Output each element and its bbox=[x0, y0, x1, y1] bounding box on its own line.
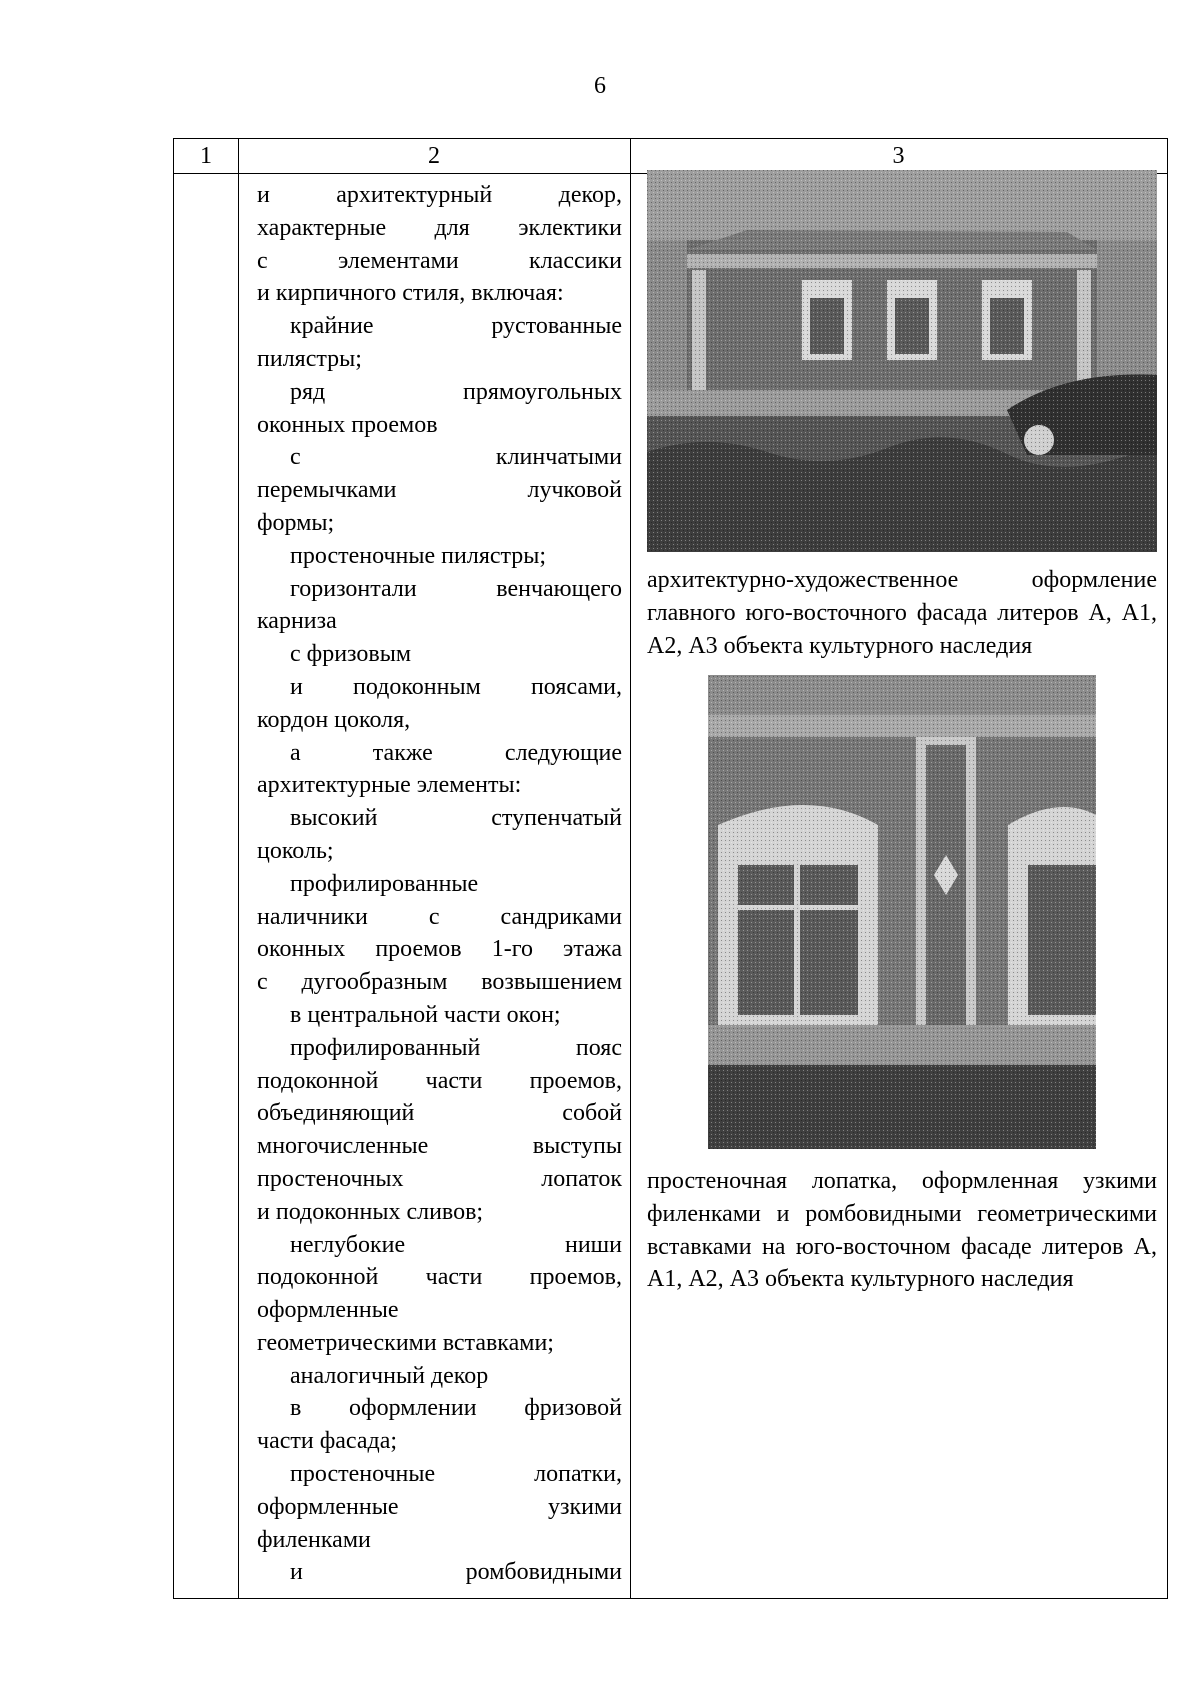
element-line: и подоконных сливов; bbox=[257, 1198, 484, 1225]
page-number: 6 bbox=[594, 73, 606, 99]
element-line: и ромбовидными bbox=[290, 1559, 622, 1586]
facade-photo bbox=[647, 170, 1157, 552]
element-line: простеночные лопатки, bbox=[290, 1461, 622, 1488]
facade-caption bbox=[647, 564, 1157, 662]
pilaster-caption-text: простеночная лопатка, оформленная узкими филенками и ромбовидными геометрическими вставками на юго-восточном фасаде литеров А, А1, А2, А3 объекта культурного наследия bbox=[647, 1168, 1157, 1293]
element-line: с клинчатыми bbox=[290, 444, 622, 471]
element-line: с элементами классики bbox=[257, 247, 622, 274]
element-line: аналогичный декор bbox=[290, 1362, 489, 1389]
element-line: горизонтали венчающего bbox=[290, 575, 622, 602]
element-line: карниза bbox=[257, 608, 337, 635]
column-header-1: 1 bbox=[200, 143, 212, 169]
element-line: простеночных лопаток bbox=[257, 1165, 622, 1192]
column-header-3: 3 bbox=[892, 143, 905, 169]
element-line: архитектурные элементы: bbox=[257, 772, 522, 799]
element-line: в центральной части окон; bbox=[290, 1001, 561, 1028]
element-line: характерные для эклектики bbox=[257, 214, 622, 241]
element-line: профилированные bbox=[290, 870, 479, 897]
element-line: оформленные bbox=[257, 1297, 399, 1324]
element-line: перемычками лучковой bbox=[257, 477, 622, 504]
element-line: и архитектурный декор, bbox=[257, 182, 622, 208]
heritage-table bbox=[173, 138, 1168, 1599]
architectural-elements-text bbox=[257, 179, 622, 1589]
element-line: с фризовым bbox=[290, 641, 412, 668]
element-line: цоколь; bbox=[257, 837, 334, 864]
element-line: оконных проемов 1-го этажа bbox=[257, 936, 622, 963]
element-line: крайние рустованные bbox=[290, 313, 622, 340]
element-line: формы; bbox=[257, 509, 335, 536]
element-line: геометрическими вставками; bbox=[257, 1329, 554, 1356]
element-line: пилястры; bbox=[257, 345, 362, 372]
element-line: ряд прямоугольных bbox=[290, 378, 622, 405]
column-divider bbox=[238, 139, 239, 1598]
column-header-2: 2 bbox=[428, 143, 440, 169]
element-line: объединяющий собой bbox=[257, 1100, 622, 1127]
element-line: оформленные узкими bbox=[257, 1493, 622, 1520]
element-line: филенками bbox=[257, 1526, 371, 1553]
element-line: и подоконным поясами, bbox=[290, 673, 622, 700]
element-line: а также следующие bbox=[290, 739, 622, 766]
column-divider bbox=[630, 139, 631, 1598]
element-line: и кирпичного стиля, включая: bbox=[257, 280, 564, 307]
element-line: многочисленные выступы bbox=[257, 1133, 622, 1160]
pilaster-caption bbox=[647, 1165, 1157, 1296]
element-line: подоконной части проемов, bbox=[257, 1067, 622, 1094]
facade-caption-text: архитектурно-художественное оформление главного юго-восточного фасада литеров А, А1, А2, А3 объекта культурного наследия bbox=[647, 567, 1157, 659]
element-line: части фасада; bbox=[257, 1428, 398, 1455]
element-line: оконных проемов bbox=[257, 411, 438, 438]
element-line: в оформлении фризовой bbox=[290, 1395, 622, 1422]
element-line: кордон цоколя, bbox=[257, 706, 411, 733]
element-line: подоконной части проемов, bbox=[257, 1264, 622, 1291]
element-line: простеночные пилястры; bbox=[290, 542, 547, 569]
element-line: профилированный пояс bbox=[290, 1034, 622, 1061]
element-line: высокий ступенчатый bbox=[290, 805, 622, 832]
pilaster-photo bbox=[708, 675, 1096, 1149]
element-line: неглубокие ниши bbox=[290, 1231, 622, 1258]
element-line: с дугообразным возвышением bbox=[257, 969, 622, 996]
element-line: наличники с сандриками bbox=[257, 903, 622, 930]
